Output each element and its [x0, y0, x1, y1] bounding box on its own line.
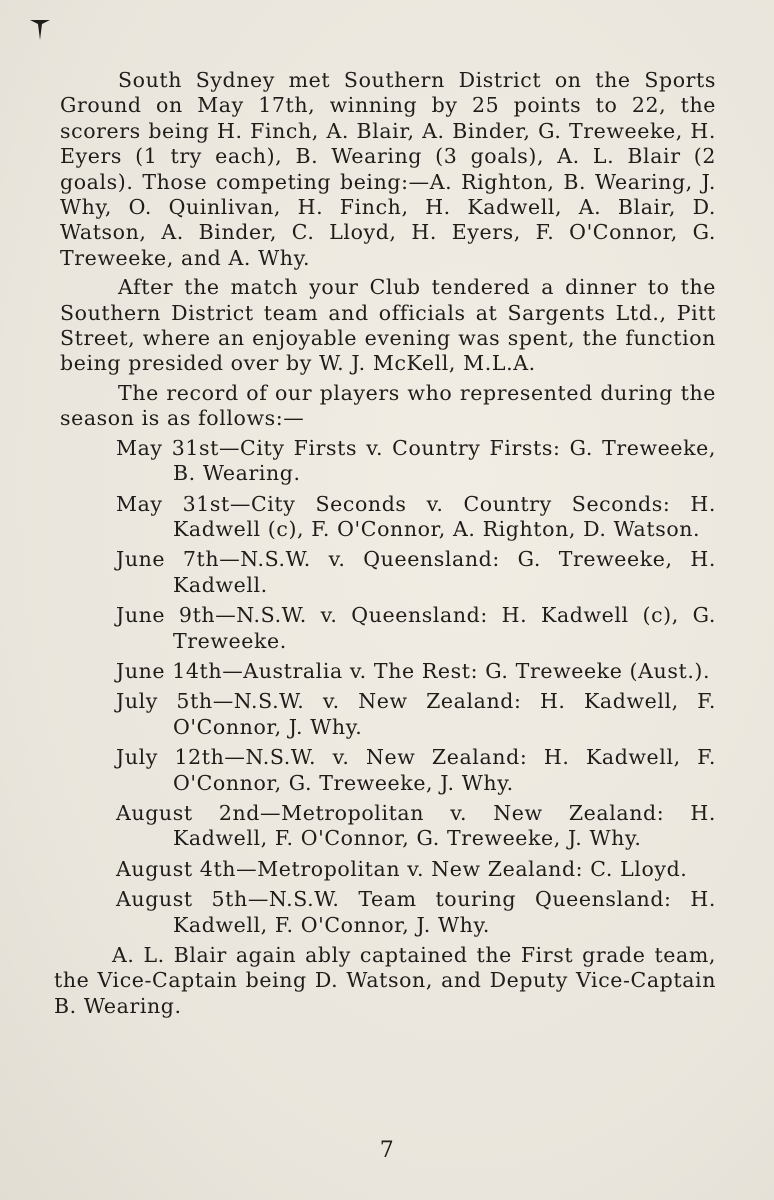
representative-record-list — [116, 436, 716, 938]
record-item: June 14th—Australia v. The Rest: G. Treweeke (Aust.). — [116, 658, 711, 683]
article-body — [54, 68, 716, 1023]
record-item: May 31st—City Seconds v. Country Seconds: H. Kadwell (c), F. O'Connor, A. Righton, D. Watson. — [116, 491, 716, 541]
captains-paragraph: A. L. Blair again ably captained the First grade team, the Vice-Captain being D. Watson, and Deputy Vice-Captain B. Wearing. — [54, 943, 716, 1018]
record-item: August 2nd—Metropolitan v. New Zealand: H. Kadwell, F. O'Connor, G. Treweeke, J. Why. — [116, 800, 716, 851]
dinner-paragraph: After the match your Club tendered a dinner to the Southern District team and officials at Sargents Ltd., Pitt Street, where an enjoyable evening was spent, the function being presided over by W. J. McKell, M.L.A. — [60, 275, 716, 376]
record-intro-paragraph: The record of our players who represented during the season is as follows:— — [60, 380, 716, 431]
record-item: July 5th—N.S.W. v. New Zealand: H. Kadwell, F. O'Connor, J. Why. — [116, 689, 716, 739]
binding-mark-icon — [28, 14, 52, 42]
record-item: July 12th—N.S.W. v. New Zealand: H. Kadwell, F. O'Connor, G. Treweeke, J. Why. — [116, 745, 716, 795]
record-item: August 5th—N.S.W. Team touring Queensland: H. Kadwell, F. O'Connor, J. Why. — [116, 887, 716, 937]
record-item: June 7th—N.S.W. v. Queensland: G. Treweeke, H. Kadwell. — [116, 547, 716, 597]
record-item: August 4th—Metropolitan v. New Zealand: C. Lloyd. — [116, 856, 688, 881]
page-number: 7 — [379, 1138, 395, 1163]
record-item: June 9th—N.S.W. v. Queensland: H. Kadwell (c), G. Treweeke. — [116, 603, 716, 653]
match-report-paragraph: South Sydney met Southern District on the Sports Ground on May 17th, winning by 25 points to 22, the scorers being H. Finch, A. Blair, A. Binder, G. Treweeke, H. Eyers (1 try each), B. Wearing (3 goals), A. L. Blair (2 goals). Those competing being:—A. Righton, B. Wearing, J. Why, O. Quinlivan, H. Finch, H. Kadwell, A. Blair, D. Watson, A. Binder, C. Lloyd, H. Eyers, F. O'Connor, G. Treweeke, and A. Why. — [60, 68, 716, 270]
record-item: May 31st—City Firsts v. Country Firsts: G. Treweeke, B. Wearing. — [116, 435, 716, 486]
